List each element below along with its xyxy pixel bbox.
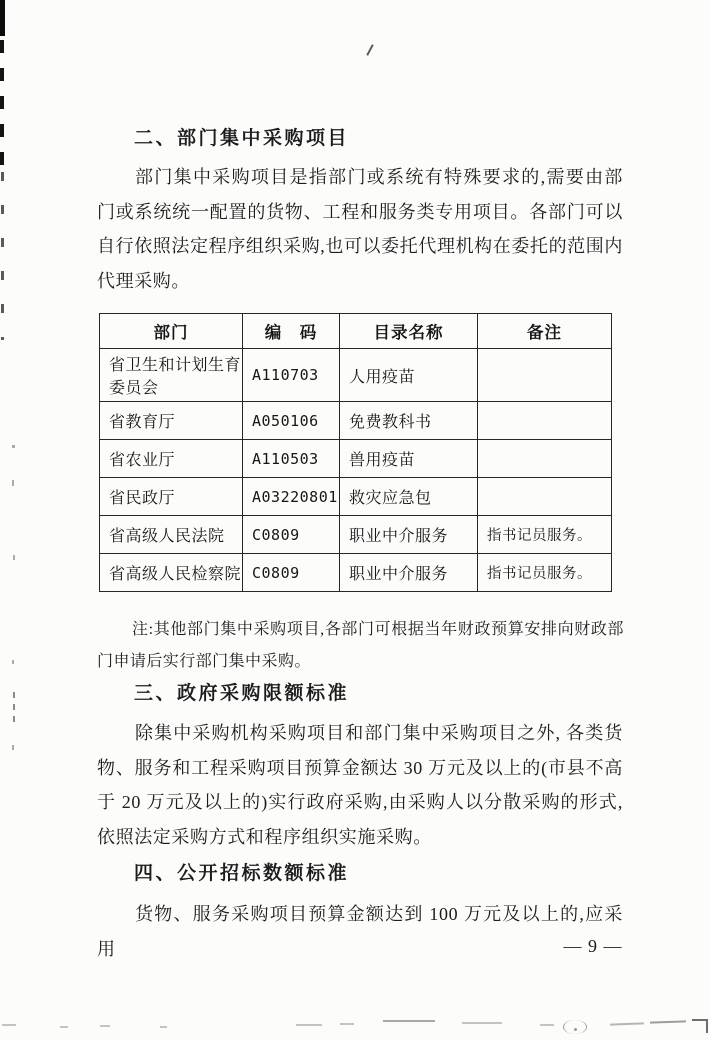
cell-department: 省高级人民法院 xyxy=(100,516,243,554)
table-row xyxy=(100,402,612,440)
table-row xyxy=(100,349,612,402)
scan-speck xyxy=(366,44,373,56)
scan-speck xyxy=(12,745,14,750)
section-4-heading: 四、公开招标数额标准 xyxy=(134,863,350,884)
page-number: — 9 — xyxy=(563,936,623,956)
cell-code: C0809 xyxy=(243,516,340,554)
scan-speck xyxy=(574,1028,577,1031)
cell-department: 省卫生和计划生育委员会 xyxy=(100,349,243,402)
table-row xyxy=(100,478,612,516)
cell-code: C0809 xyxy=(243,554,340,592)
cell-catalog: 免费教科书 xyxy=(340,402,478,440)
table-row xyxy=(100,554,612,592)
cell-remark xyxy=(478,478,612,516)
table-row xyxy=(100,516,612,554)
scan-speck xyxy=(296,1024,322,1026)
cell-remark: 指书记员服务。 xyxy=(478,516,612,554)
section-3-heading: 三、政府采购限额标准 xyxy=(134,683,350,704)
scan-speck xyxy=(12,480,14,486)
col-header-remark: 备注 xyxy=(478,314,612,349)
cell-department: 省教育厅 xyxy=(100,402,243,440)
procurement-table xyxy=(99,313,612,592)
scan-speck xyxy=(563,1020,587,1034)
col-header-department: 部门 xyxy=(100,314,243,349)
scan-speck xyxy=(100,1025,110,1027)
scan-edge-artifact xyxy=(1,172,4,340)
col-header-code: 编 码 xyxy=(243,314,340,349)
cell-catalog: 兽用疫苗 xyxy=(340,440,478,478)
section-2-paragraph: 部门集中采购项目是指部门或系统有特殊要求的,需要由部门或系统统一配置的货物、工程和服务类专用项目。各部门可以自行依照法定程序组织采购,也可以委托代理机构在委托的范围内代理采购。 xyxy=(97,167,623,291)
scan-speck xyxy=(540,1024,554,1026)
cell-catalog: 救灾应急包 xyxy=(340,478,478,516)
scan-speck xyxy=(12,445,15,448)
section-2-heading: 二、部门集中采购项目 xyxy=(134,128,350,149)
table-header-row xyxy=(100,314,612,349)
scan-speck xyxy=(462,1022,502,1024)
cell-department: 省民政厅 xyxy=(100,478,243,516)
section-4-paragraph: 货物、服务采购项目预算金额达到 100 万元及以上的,应采用 xyxy=(97,904,623,959)
col-header-catalog: 目录名称 xyxy=(340,314,478,349)
table-note: 注:其他部门集中采购项目,各部门可根据当年财政预算安排向财政部门申请后实行部门集中采购。 xyxy=(97,621,624,670)
scan-edge-artifact xyxy=(0,40,4,168)
scan-speck xyxy=(340,1023,354,1025)
scan-speck xyxy=(383,1020,435,1022)
cell-remark: 指书记员服务。 xyxy=(478,554,612,592)
cell-remark xyxy=(478,440,612,478)
table-row xyxy=(100,440,612,478)
scan-speck xyxy=(60,1026,68,1028)
cell-catalog: 职业中介服务 xyxy=(340,554,478,592)
scan-speck xyxy=(650,1020,686,1023)
scan-edge-artifact xyxy=(0,0,5,36)
cell-catalog: 人用疫苗 xyxy=(340,349,478,402)
cell-remark xyxy=(478,402,612,440)
scan-speck xyxy=(610,1022,644,1025)
cell-code: A050106 xyxy=(243,402,340,440)
cell-department: 省高级人民检察院 xyxy=(100,554,243,592)
cell-code: A03220801 xyxy=(243,478,340,516)
scan-speck xyxy=(692,1019,708,1033)
cell-remark xyxy=(478,349,612,402)
cell-code: A110503 xyxy=(243,440,340,478)
cell-department: 省农业厅 xyxy=(100,440,243,478)
cell-catalog: 职业中介服务 xyxy=(340,516,478,554)
scan-speck xyxy=(160,1026,167,1028)
scan-edge-artifact xyxy=(13,692,15,728)
scan-speck xyxy=(12,660,14,664)
scan-speck xyxy=(2,1024,16,1026)
cell-code: A110703 xyxy=(243,349,340,402)
scan-speck xyxy=(13,555,15,560)
section-3-paragraph: 除集中采购机构采购项目和部门集中采购项目之外, 各类货物、服务和工程采购项目预算金额达 30 万元及以上的(市县不高于 20 万元及以上的)实行政府采购,由采购人以分散采购的形式,依照法定采购方式和程序组织实施采购。 xyxy=(97,723,623,847)
